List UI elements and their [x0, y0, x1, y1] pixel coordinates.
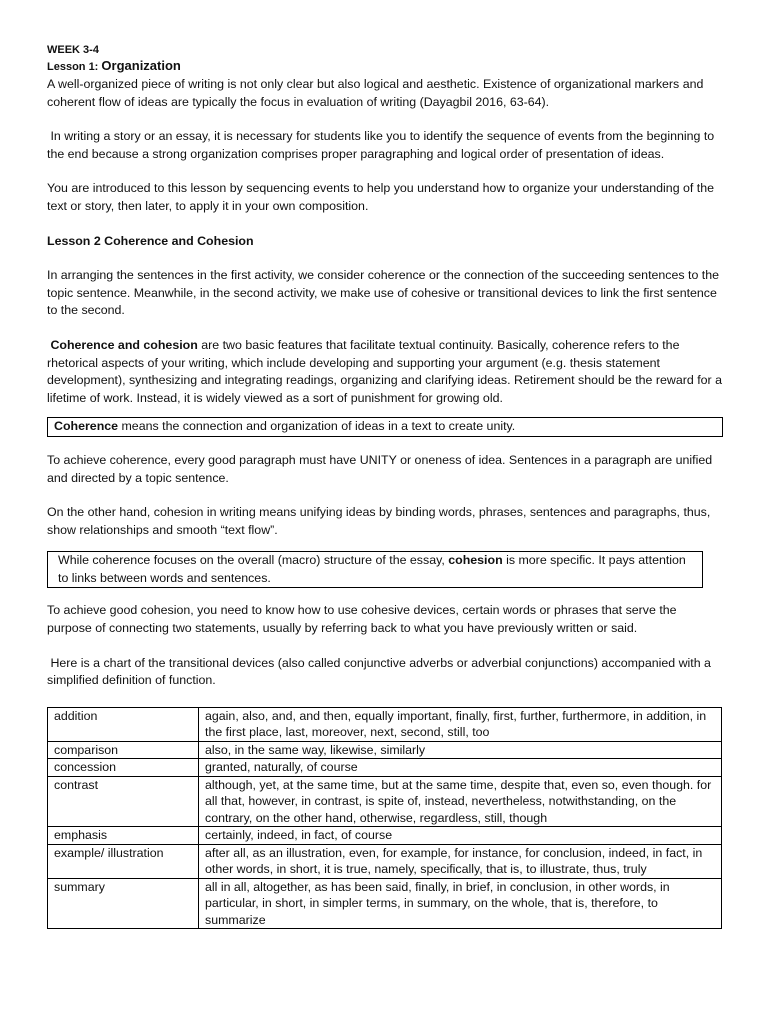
paragraph-organization-intro: A well-organized piece of writing is not only clear but also logical and aesthetic. Existence of organizational markers and coherent flow of ideas are typically the focus in evaluation of writing (Dayagbil 2016, 63-64).: [47, 77, 704, 109]
cohesion-definition-box: [47, 551, 703, 588]
device-examples-cell: certainly, indeed, in fact, of course: [199, 827, 722, 845]
cohesion-box-text-end: is more specific. It pays attention to links between words and sentences.: [58, 553, 686, 585]
device-function-cell: contrast: [48, 776, 199, 827]
device-function-cell: example/ illustration: [48, 844, 199, 878]
document-page: [47, 44, 726, 929]
week-label: WEEK 3-4: [47, 44, 99, 56]
paragraph-coherence-cohesion: [47, 337, 726, 407]
paragraph-chart-intro: Here is a chart of the transitional devices (also called conjunctive adverbs or adverbial conjunctions) accompanied with a simplified definition of function.: [47, 655, 715, 688]
table-row: [48, 844, 722, 878]
device-examples-cell: granted, naturally, of course: [199, 759, 722, 777]
paragraph-achieve-cohesion: To achieve good cohesion, you need to know how to use cohesive devices, certain words or phrases that serve the purpose of connecting two statements, usually by referring back to what you have previously written or said.: [47, 603, 677, 636]
cohesion-box-text-start: While coherence focuses on the overall (macro) structure of the essay,: [58, 553, 449, 568]
table-row: [48, 827, 722, 845]
table-row: [48, 776, 722, 827]
paragraph-lesson-introduction: You are introduced to this lesson by sequencing events to help you understand how to organize your understanding of the text or story, then later, to apply it in your own composition.: [47, 181, 715, 213]
lesson2-heading: Lesson 2 Coherence and Cohesion: [47, 233, 254, 248]
lesson1-heading: [47, 57, 723, 76]
coherence-term: Coherence: [54, 419, 119, 434]
device-function-cell: comparison: [48, 741, 199, 759]
device-examples-cell: all in all, altogether, as has been said, finally, in brief, in conclusion, in other words, in particular, in short, in simpler terms, in summary, on the whole, that is, therefore, to summarize: [199, 878, 722, 929]
paragraph-arranging-sentences: In arranging the sentences in the first activity, we consider coherence or the connection of the succeeding sentences to the topic sentence. Meanwhile, in the second activity, we make use of cohesive or transitional devices to link the first sentence to the second.: [47, 268, 720, 318]
table-row: [48, 759, 722, 777]
device-function-cell: emphasis: [48, 827, 199, 845]
paragraph-cohesion-definition: On the other hand, cohesion in writing means unifying ideas by binding words, phrases, sentences and paragraphs, thus, show relationships and smooth “text flow”.: [47, 505, 711, 537]
lesson1-title: Organization: [101, 58, 181, 73]
lesson1-label: Lesson 1:: [47, 61, 102, 73]
device-examples-cell: also, in the same way, likewise, similarly: [199, 741, 722, 759]
paragraph-story-sequence: In writing a story or an essay, it is necessary for students like you to identify the sequence of events from the beginning to the end because a strong organization comprises proper paragraphing and logical order of presentation of ideas.: [47, 129, 718, 161]
device-examples-cell: although, yet, at the same time, but at the same time, despite that, even so, even though. for all that, however, in contrast, is spite of, instead, nevertheless, notwithstanding, on the contrary, on the other hand, otherwise, regardless, still, though: [199, 776, 722, 827]
coherence-cohesion-text: are two basic features that facilitate textual continuity. Basically, coherence refers to the rhetorical aspects of your writing, which include developing and supporting your argument (e.g. thesis statement development), synthesizing and integrating readings, organizing and clarifying ideas. Retirement should be the reward for a lifetime of work. Instead, it is widely viewed as a sort of punishment for growing old.: [47, 337, 726, 405]
transitional-devices-table: [47, 707, 722, 930]
table-row: [48, 741, 722, 759]
device-examples-cell: after all, as an illustration, even, for example, for instance, for conclusion, indeed, in fact, in other words, in short, it is true, namely, specifically, that is, to illustrate, thus, truly: [199, 844, 722, 878]
device-examples-cell: again, also, and, and then, equally important, finally, first, further, furthermore, in addition, in the first place, last, moreover, next, second, still, too: [199, 707, 722, 741]
cohesion-term: cohesion: [448, 553, 503, 568]
paragraph-achieve-coherence: To achieve coherence, every good paragraph must have UNITY or oneness of idea. Sentences in a paragraph are unified and directed by a topic sentence.: [47, 452, 713, 485]
table-row: [48, 878, 722, 929]
coherence-definition-box: [47, 417, 723, 437]
device-function-cell: addition: [48, 707, 199, 741]
device-function-cell: concession: [48, 759, 199, 777]
table-row: [48, 707, 722, 741]
coherence-definition-text: means the connection and organization of ideas in a text to create unity.: [118, 419, 516, 434]
device-function-cell: summary: [48, 878, 199, 929]
coherence-cohesion-term: Coherence and cohesion: [50, 337, 198, 352]
